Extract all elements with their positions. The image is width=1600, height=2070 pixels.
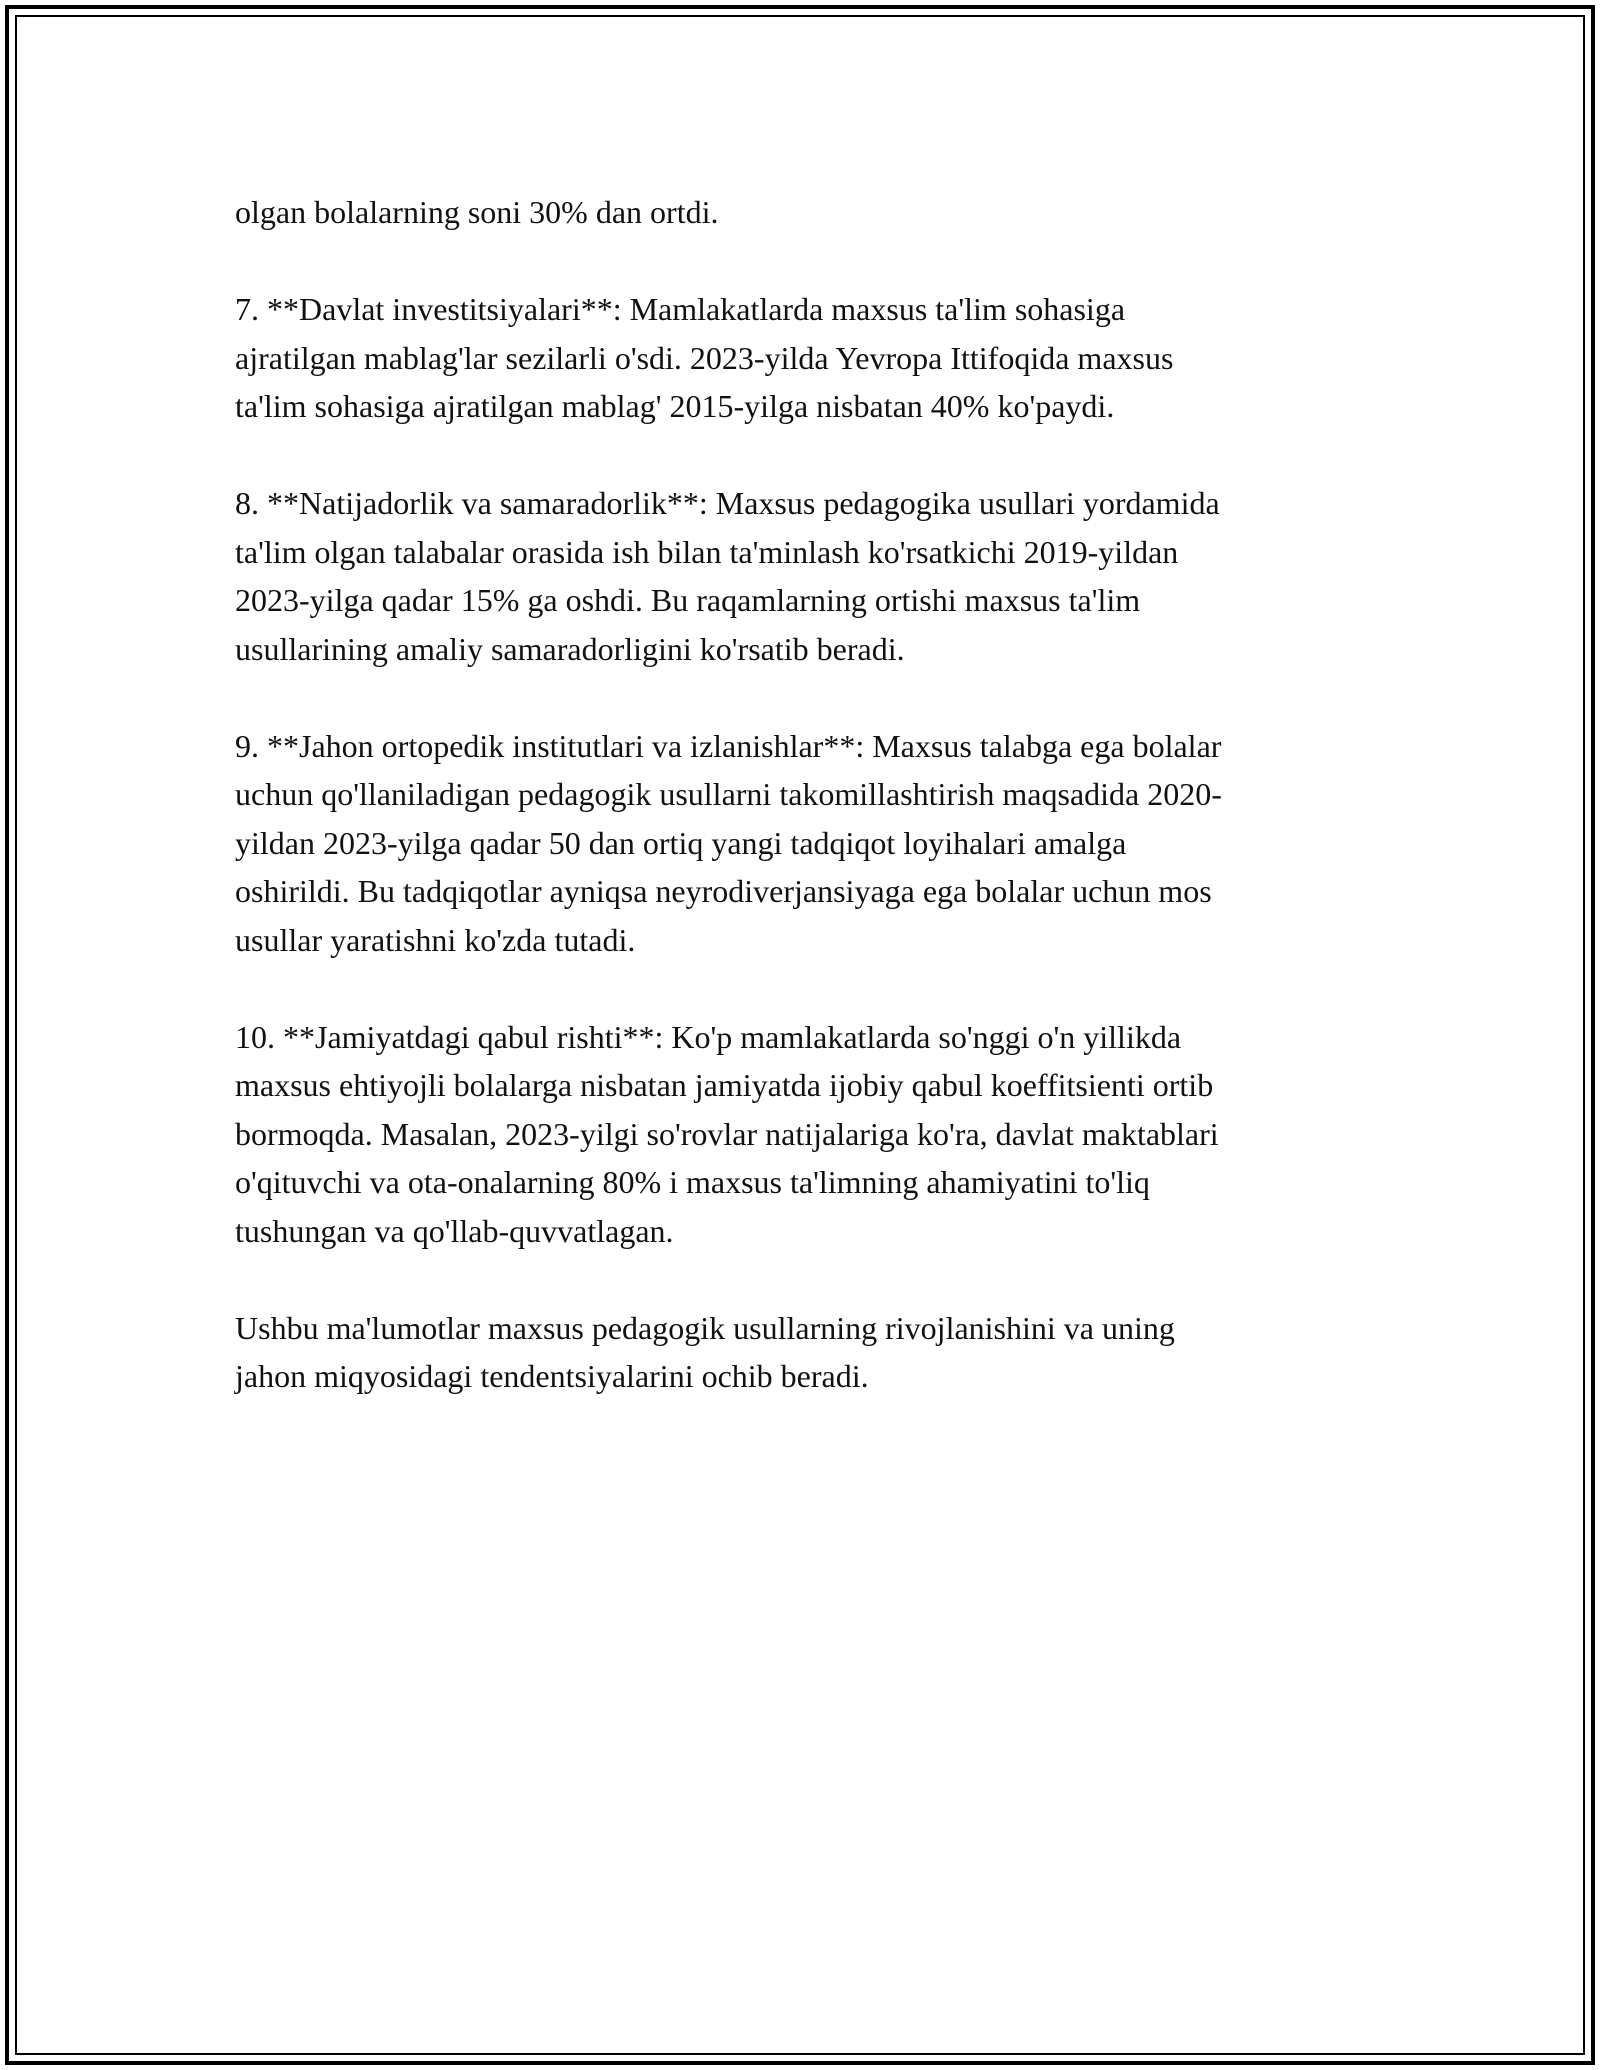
text-line: ajratilgan mablag'lar sezilarli o'sdi. 2023-yilda Yevropa Ittifoqida maxsus	[235, 339, 1174, 376]
text-line: usullar yaratishni ko'zda tutadi.	[235, 921, 636, 958]
paragraph-item-9	[235, 722, 1375, 965]
text-line: jahon miqyosidagi tendentsiyalarini ochib beradi.	[235, 1358, 869, 1394]
text-line: Ushbu ma'lumotlar maxsus pedagogik usullarning rivojlanishini va uning	[235, 1309, 1175, 1346]
text-line: usullarining amaliy samaradorligini ko'rsatib beradi.	[235, 630, 905, 667]
text-line: tushungan va qo'llab-quvvatlagan.	[235, 1212, 674, 1249]
paragraph-continuation	[235, 188, 1375, 237]
paragraph-item-7	[235, 285, 1375, 431]
text-line: yildan 2023-yilga qadar 50 dan ortiq yangi tadqiqot loyihalari amalga	[235, 824, 1127, 861]
paragraph-item-8	[235, 479, 1375, 673]
text-line: uchun qo'llaniladigan pedagogik usullarni takomillashtirish maqsadida 2020-	[235, 776, 1222, 812]
text-line: maxsus ehtiyojli bolalarga nisbatan jamiyatda ijobiy qabul koeffitsienti ortib	[235, 1067, 1214, 1103]
text-line: ta'lim sohasiga ajratilgan mablag' 2015-yilga nisbatan 40% ko'paydi.	[235, 388, 1115, 424]
text-line: 10. **Jamiyatdagi qabul rishti**: Ko'p mamlakatlarda so'nggi o'n yillikda	[235, 1018, 1182, 1055]
paragraph-item-10	[235, 1013, 1375, 1256]
text-line: bormoqda. Masalan, 2023-yilgi so'rovlar natijalariga ko'ra, davlat maktablari	[235, 1115, 1219, 1152]
text-line: o'qituvchi va ota-onalarning 80% i maxsus ta'limning ahamiyatini to'liq	[235, 1164, 1150, 1200]
text-line: oshirildi. Bu tadqiqotlar ayniqsa neyrodiverjansiyaga ega bolalar uchun mos	[235, 873, 1212, 909]
text-line: olgan bolalarning soni 30% dan ortdi.	[235, 194, 719, 230]
text-line: ta'lim olgan talabalar orasida ish bilan ta'minlash ko'rsatkichi 2019-yildan	[235, 533, 1179, 570]
text-line: 2023-yilga qadar 15% ga oshdi. Bu raqamlarning ortishi maxsus ta'lim	[235, 582, 1141, 618]
paragraph-conclusion	[235, 1304, 1375, 1401]
text-line: 9. **Jahon ortopedik institutlari va izlanishlar**: Maxsus talabga ega bolalar	[235, 727, 1222, 764]
text-line: 7. **Davlat investitsiyalari**: Mamlakatlarda maxsus ta'lim sohasiga	[235, 291, 1126, 327]
document-body	[235, 188, 1375, 1401]
text-line: 8. **Natijadorlik va samaradorlik**: Maxsus pedagogika usullari yordamida	[235, 485, 1220, 521]
